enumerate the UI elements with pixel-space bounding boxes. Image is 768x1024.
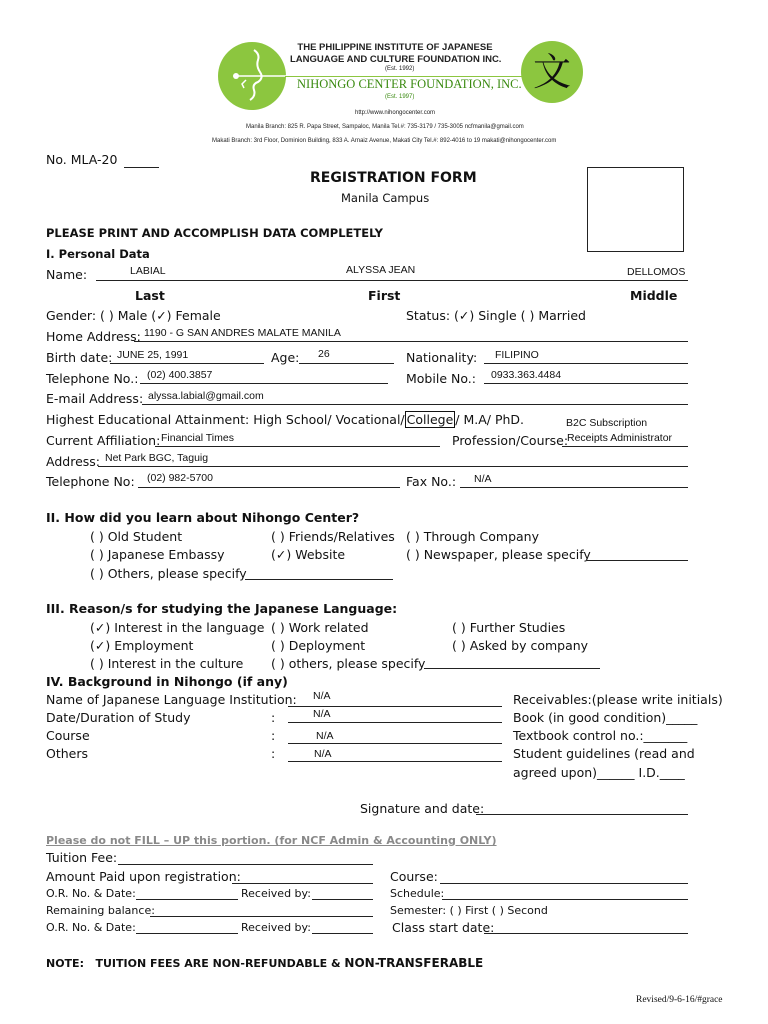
semester-field[interactable]: Semester: ( ) First ( ) Second <box>390 904 548 917</box>
admin-course-line[interactable] <box>440 883 688 884</box>
age-line[interactable] <box>299 363 394 364</box>
note-text1: TUITION FEES ARE NON-REFUNDABLE & <box>95 957 341 970</box>
campus: Manila Campus <box>341 191 430 205</box>
others-bg-colon: : <box>271 746 276 761</box>
note-text2: NON-TRANSFERABLE <box>344 956 484 970</box>
option-deployment[interactable]: ( ) Deployment <box>271 638 366 653</box>
form-title: REGISTRATION FORM <box>310 170 477 186</box>
option-work-related[interactable]: ( ) Work related <box>271 620 369 635</box>
amount-line[interactable] <box>232 883 373 884</box>
fax-value[interactable]: N/A <box>474 473 492 485</box>
est-1997: (Est. 1997) <box>385 94 415 100</box>
received1-line[interactable] <box>312 899 373 900</box>
photo-box <box>587 167 684 252</box>
signature-line[interactable] <box>476 814 688 815</box>
duration-colon: : <box>271 710 276 725</box>
course-bg-value[interactable]: N/A <box>316 730 334 742</box>
others-reason-line[interactable] <box>424 668 600 669</box>
receivables-label: Receivables:(please write initials) <box>513 692 723 707</box>
birth-date-line[interactable] <box>110 363 264 364</box>
form-number: No. MLA-20 <box>46 152 118 167</box>
employment-label: ) Employment <box>105 638 194 653</box>
guidelines-line1: Student guidelines (read and <box>513 746 695 761</box>
revised-stamp: Revised/9-6-16/#grace <box>636 995 723 1005</box>
profession-line[interactable] <box>562 446 688 447</box>
first-label: First <box>368 288 401 303</box>
others-learn-line[interactable] <box>245 579 393 580</box>
affiliation-line[interactable] <box>155 446 440 447</box>
section-reasons: III. Reason/s for studying the Japanese Language: <box>46 601 398 616</box>
guidelines-line2[interactable]: agreed upon)______ I.D.____ <box>513 765 685 780</box>
newspaper-line[interactable] <box>587 560 688 561</box>
female-label: ) Female <box>166 308 221 323</box>
others-bg-label: Others <box>46 746 89 761</box>
profession-label: Profession/Course: <box>452 433 569 448</box>
interest-label: ) Interest in the language <box>105 620 265 635</box>
profession-note[interactable]: B2C Subscription <box>566 417 648 429</box>
website-check-icon: ✓ <box>275 547 287 562</box>
status-field[interactable] <box>406 308 586 323</box>
option-company[interactable]: ( ) Through Company <box>406 529 539 544</box>
received2-line[interactable] <box>312 933 373 934</box>
status-label: Status: ( <box>406 308 459 323</box>
section-personal: I. Personal Data <box>46 247 150 261</box>
tuition-label: Tuition Fee: <box>46 850 118 865</box>
instruction: PLEASE PRINT AND ACCOMPLISH DATA COMPLETELY <box>46 226 383 240</box>
mobile-label: Mobile No.: <box>406 371 476 386</box>
duration-value[interactable]: N/A <box>313 708 331 720</box>
work-address-line[interactable] <box>98 466 688 467</box>
fax-line[interactable] <box>460 487 688 488</box>
received2-label: Received by: <box>241 921 311 934</box>
affiliation-label: Current Affiliation: <box>46 433 161 448</box>
work-telephone-label: Telephone No: <box>46 474 135 489</box>
institution-label: Name of Japanese Language Institution: <box>46 692 297 707</box>
or2-label: O.R. No. & Date: <box>46 921 136 934</box>
fax-label: Fax No.: <box>406 474 457 489</box>
org-name: NIHONGO CENTER FOUNDATION, INC. <box>297 77 522 91</box>
employment-open: ( <box>90 638 95 653</box>
website-label: ) Website <box>286 547 346 562</box>
textbook-field[interactable]: Textbook control no.:_______ <box>513 728 688 743</box>
course-bg-colon: : <box>271 728 276 743</box>
org-line1: THE PHILIPPINE INSTITUTE OF JAPANESE <box>297 42 493 53</box>
mobile-line[interactable] <box>484 383 688 384</box>
email-value[interactable]: alyssa.labial@gmail.com <box>148 390 264 402</box>
course-bg-label: Course <box>46 728 90 743</box>
interest-open: ( <box>90 620 95 635</box>
remaining-label: Remaining balance: <box>46 904 155 917</box>
schedule-label: Schedule: <box>390 887 445 900</box>
ncf-logo <box>216 40 288 112</box>
manila-branch: Manila Branch: 825 R. Papa Street, Sampaloc, Manila Tel.#: 735-3179 / 735-3005 ncfmanila@gmail.com <box>246 124 524 130</box>
option-employment[interactable] <box>90 638 193 653</box>
profession-value[interactable]: Receipts Administrator <box>567 432 673 444</box>
makati-branch: Makati Branch: 3rd Floor, Dominion Building, 833 A. Arnaiz Avenue, Makati City Tel.#: 892-4016 to 19 makati@nihongocenter.com <box>212 138 557 144</box>
tuition-line[interactable] <box>118 864 373 865</box>
female-check-icon: ✓ <box>156 308 167 323</box>
class-start-line[interactable] <box>484 933 688 934</box>
email-line[interactable] <box>142 404 688 405</box>
schedule-line[interactable] <box>442 899 688 900</box>
work-address-label: Address: <box>46 454 100 469</box>
institution-line[interactable] <box>288 706 502 707</box>
birth-date-label: Birth date: <box>46 350 113 365</box>
single-label: ) Single ( ) Married <box>469 308 586 323</box>
gender-label: Gender: ( ) Male ( <box>46 308 157 323</box>
education-suffix: / M.A/ PhD. <box>455 412 525 427</box>
telephone-value[interactable]: (02) 400.3857 <box>147 369 213 381</box>
received1-label: Received by: <box>241 887 311 900</box>
nationality-value[interactable]: FILIPINO <box>495 349 539 361</box>
admin-course-label: Course: <box>390 869 438 884</box>
website-open: ( <box>271 547 276 562</box>
home-address-value[interactable]: 1190 - G SAN ANDRES MALATE MANILA <box>144 327 341 339</box>
name-label: Name: <box>46 267 88 282</box>
mobile-value[interactable]: 0933.363.4484 <box>491 369 562 381</box>
birth-date-value[interactable]: JUNE 25, 1991 <box>117 349 189 361</box>
option-others-learn[interactable]: ( ) Others, please specify <box>90 566 247 581</box>
option-further-studies[interactable]: ( ) Further Studies <box>452 620 566 635</box>
home-address-label: Home Address: <box>46 329 141 344</box>
option-newspaper[interactable]: ( ) Newspaper, please specify <box>406 547 591 562</box>
section-learn: II. How did you learn about Nihongo Center? <box>46 510 360 525</box>
option-interest-language[interactable] <box>90 620 264 635</box>
work-telephone-value[interactable]: (02) 982-5700 <box>147 472 213 484</box>
education-prefix: Highest Educational Attainment: High School/ Vocational/ <box>46 412 405 427</box>
remaining-line[interactable] <box>150 916 373 917</box>
or1-line[interactable] <box>136 899 238 900</box>
section-background: IV. Background in Nihongo (if any) <box>46 674 288 689</box>
telephone-line[interactable] <box>140 383 388 384</box>
affiliation-value[interactable]: Financial Times <box>161 432 234 444</box>
website-link[interactable]: http://www.nihongocenter.com <box>355 110 436 116</box>
others-bg-value[interactable]: N/A <box>314 748 332 760</box>
kanji-logo <box>520 40 584 104</box>
option-asked[interactable]: ( ) Asked by company <box>452 638 589 653</box>
age-value[interactable]: 26 <box>318 348 330 360</box>
or1-label: O.R. No. & Date: <box>46 887 136 900</box>
duration-line[interactable] <box>288 722 502 723</box>
interest-check-icon: ✓ <box>94 620 106 635</box>
option-website[interactable] <box>271 547 345 562</box>
last-label: Last <box>135 288 165 303</box>
amount-label: Amount Paid upon registration: <box>46 869 241 884</box>
option-embassy[interactable]: ( ) Japanese Embassy <box>90 547 225 562</box>
tuition-note <box>46 956 483 970</box>
gender-field[interactable] <box>46 308 221 323</box>
option-old-student[interactable]: ( ) Old Student <box>90 529 183 544</box>
first-name-value[interactable]: ALYSSA JEAN <box>346 264 416 276</box>
middle-label: Middle <box>630 288 678 303</box>
duration-label: Date/Duration of Study <box>46 710 191 725</box>
org-line2: LANGUAGE AND CULTURE FOUNDATION INC. <box>290 54 502 65</box>
institution-value[interactable]: N/A <box>313 690 331 702</box>
course-bg-line[interactable] <box>288 743 502 744</box>
last-name-value[interactable]: LABIAL <box>130 265 166 277</box>
work-address-value[interactable]: Net Park BGC, Taguig <box>105 452 209 464</box>
class-start-label: Class start date: <box>392 920 495 935</box>
work-telephone-line[interactable] <box>138 487 400 488</box>
note-label: NOTE: <box>46 957 84 970</box>
nationality-label: Nationality: <box>406 350 478 365</box>
option-friends[interactable]: ( ) Friends/Relatives <box>271 529 395 544</box>
admin-note: Please do not FILL – UP this portion. (for NCF Admin & Accounting ONLY) <box>46 834 497 847</box>
education-field[interactable] <box>46 412 524 427</box>
others-bg-line[interactable] <box>288 761 502 762</box>
home-address-line[interactable] <box>134 341 688 342</box>
option-culture[interactable]: ( ) Interest in the culture <box>90 656 244 671</box>
name-line[interactable] <box>96 280 688 281</box>
telephone-label: Telephone No.: <box>46 371 139 386</box>
middle-name-value[interactable]: DELLOMOS <box>627 266 686 278</box>
or2-line[interactable] <box>136 933 238 934</box>
option-others-reason[interactable]: ( ) others, please specify <box>271 656 426 671</box>
email-label: E-mail Address: <box>46 391 144 406</box>
signature-label: Signature and date: <box>360 801 485 816</box>
form-number-line[interactable] <box>124 167 159 168</box>
est-1992: (Est. 1992) <box>385 66 415 72</box>
age-label: Age: <box>271 350 300 365</box>
svg-text:文: 文 <box>532 50 572 94</box>
nationality-line[interactable] <box>484 363 688 364</box>
book-field[interactable]: Book (in good condition)_____ <box>513 710 698 725</box>
college-option-boxed: College <box>406 412 454 427</box>
single-check-icon: ✓ <box>458 308 470 323</box>
employment-check-icon: ✓ <box>94 638 106 653</box>
